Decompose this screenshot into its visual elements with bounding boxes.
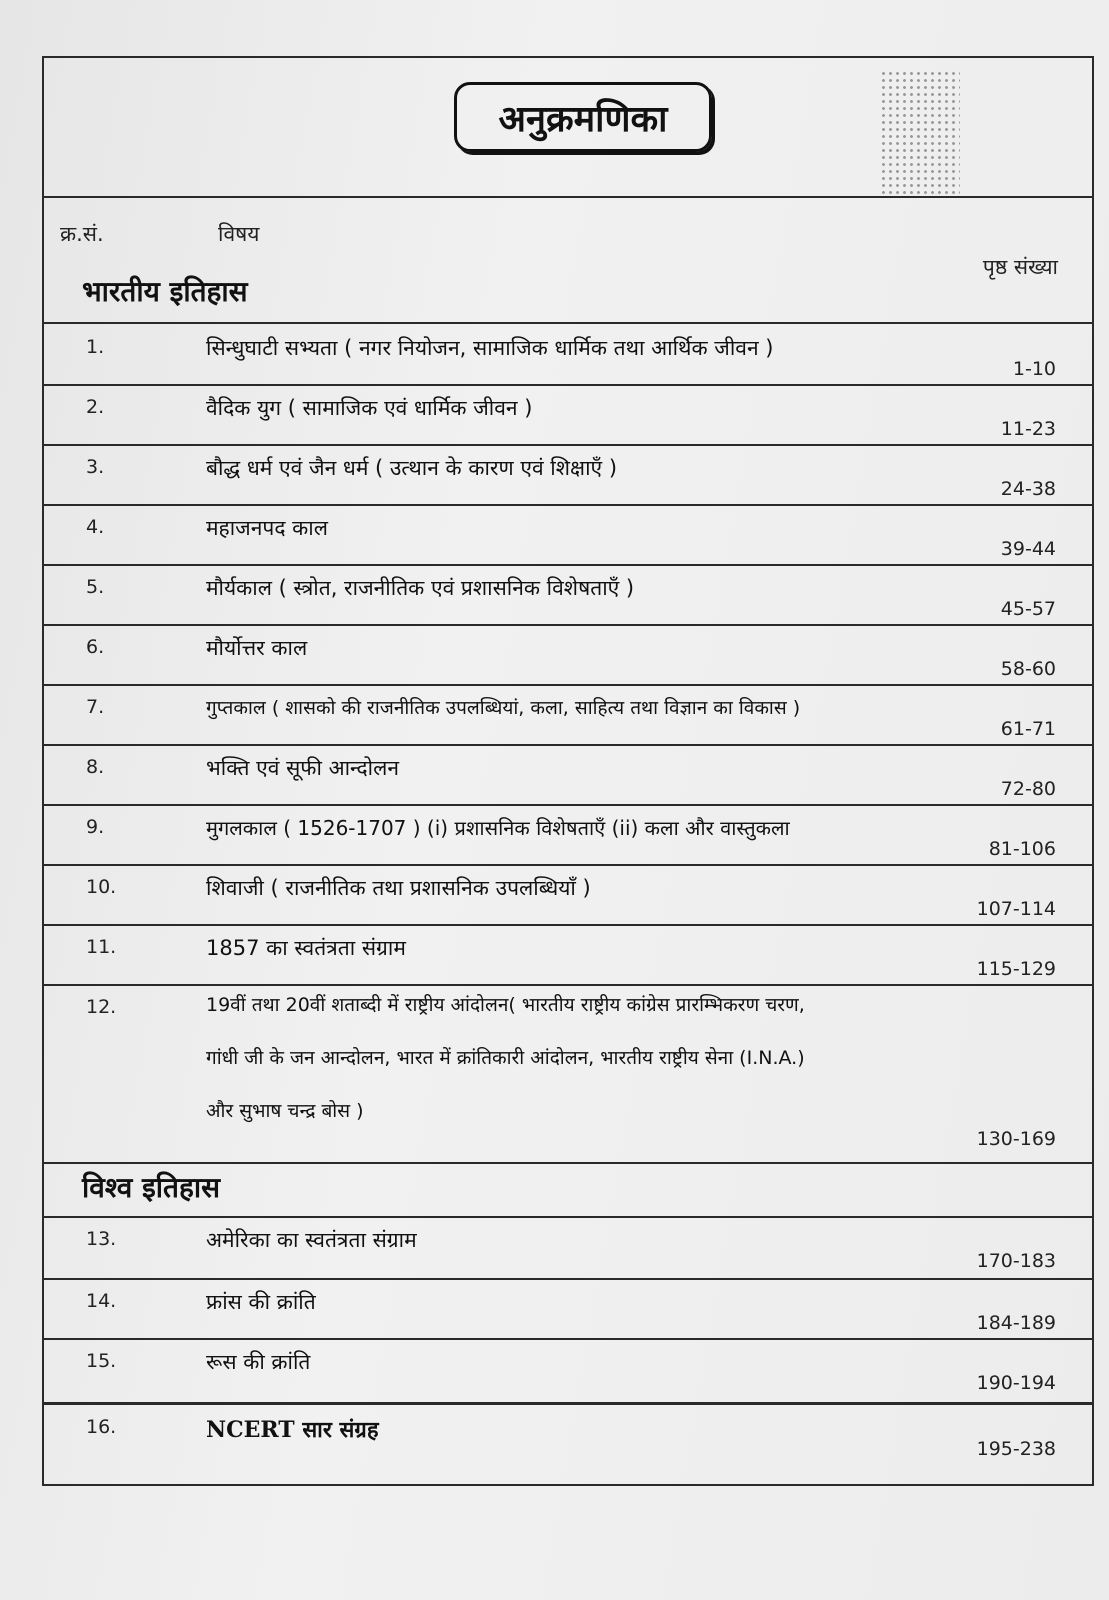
toc-row[interactable] <box>42 626 1094 684</box>
row-topic: भक्ति एवं सूफी आन्दोलन <box>206 756 400 780</box>
toc-row[interactable] <box>42 566 1094 624</box>
row-number: 3. <box>86 456 105 478</box>
toc-row[interactable] <box>42 326 1094 384</box>
toc-row[interactable] <box>42 1406 1094 1472</box>
toc-row[interactable] <box>42 506 1094 564</box>
row-topic: मौर्योत्तर काल <box>206 636 308 660</box>
row-number: 9. <box>86 816 105 838</box>
row-topic: फ्रांस की क्रांति <box>206 1290 316 1314</box>
section-heading-world-history: विश्व इतिहास <box>82 1171 221 1204</box>
row-topic: मुगलकाल ( 1526-1707 ) (i) प्रशासनिक विशेषताएँ (ii) कला और वास्तुकला <box>206 816 790 840</box>
row-pages: 61-71 <box>1000 718 1056 740</box>
row-number: 7. <box>86 696 105 718</box>
row-pages: 1-10 <box>1012 358 1056 380</box>
toc-row[interactable] <box>42 986 1094 1162</box>
row-pages: 170-183 <box>976 1250 1056 1272</box>
row-number: 11. <box>86 936 117 958</box>
row-topic: अमेरिका का स्वतंत्रता संग्राम <box>206 1228 417 1252</box>
row-topic-line: गांधी जी के जन आन्दोलन, भारत में क्रांतिकारी आंदोलन, भारतीय राष्ट्रीय सेना (I.N.A.) <box>206 1047 805 1069</box>
subject-column-header: विषय <box>218 222 260 246</box>
row-pages: 107-114 <box>976 898 1056 920</box>
row-topic: रूस की क्रांति <box>206 1350 311 1374</box>
toc-row[interactable] <box>42 446 1094 504</box>
row-pages: 72-80 <box>1000 778 1056 800</box>
row-pages: 11-23 <box>1000 418 1056 440</box>
row-pages: 195-238 <box>976 1438 1056 1460</box>
toc-row[interactable] <box>42 926 1094 984</box>
row-pages: 184-189 <box>976 1312 1056 1334</box>
row-topic: शिवाजी ( राजनीतिक तथा प्रशासनिक उपलब्धियाँ ) <box>206 876 591 900</box>
row-topic: महाजनपद काल <box>206 516 328 540</box>
row-topic: 1857 का स्वतंत्रता संग्राम <box>206 936 406 960</box>
row-pages: 24-38 <box>1000 478 1056 500</box>
toc-row[interactable] <box>42 1218 1094 1276</box>
row-number: 1. <box>86 336 105 358</box>
toc-row[interactable] <box>42 866 1094 924</box>
row-topic-line: 19वीं तथा 20वीं शताब्दी में राष्ट्रीय आंदोलन( भारतीय राष्ट्रीय कांग्रेस प्रारम्भिकरण चरण, <box>206 994 805 1016</box>
row-topic: NCERT सार संग्रह <box>206 1417 379 1443</box>
row-number: 14. <box>86 1290 117 1312</box>
row-topic: मौर्यकाल ( स्त्रोत, राजनीतिक एवं प्रशासनिक विशेषताएँ ) <box>206 576 635 600</box>
row-number: 5. <box>86 576 105 598</box>
divider <box>42 1402 1094 1405</box>
row-number: 15. <box>86 1350 117 1372</box>
row-topic <box>206 996 805 1121</box>
column-header-row <box>42 198 1094 279</box>
row-topic: गुप्तकाल ( शासको की राजनीतिक उपलब्धियां, कला, साहित्य तथा विज्ञान का विकास ) <box>206 697 801 719</box>
row-pages: 58-60 <box>1000 658 1056 680</box>
row-number: 2. <box>86 396 105 418</box>
toc-row[interactable] <box>42 1280 1094 1338</box>
row-topic: बौद्ध धर्म एवं जैन धर्म ( उत्थान के कारण एवं शिक्षाएँ ) <box>206 456 618 480</box>
row-number: 8. <box>86 756 105 778</box>
row-number: 4. <box>86 516 105 538</box>
serial-column-header: क्र.सं. <box>60 222 104 246</box>
row-topic: वैदिक युग ( सामाजिक एवं धार्मिक जीवन ) <box>206 396 533 420</box>
row-pages: 39-44 <box>1000 538 1056 560</box>
decorative-dot-pattern <box>880 70 960 195</box>
toc-row[interactable] <box>42 746 1094 804</box>
divider <box>42 1162 1094 1164</box>
row-topic: सिन्धुघाटी सभ्यता ( नगर नियोजन, सामाजिक धार्मिक तथा आर्थिक जीवन ) <box>206 336 774 360</box>
toc-row[interactable] <box>42 686 1094 744</box>
page-column-header: पृष्ठ संख्या <box>982 255 1058 279</box>
row-number: 16. <box>86 1416 117 1438</box>
toc-row[interactable] <box>42 806 1094 864</box>
row-topic-line: और सुभाष चन्द्र बोस ) <box>206 1100 364 1122</box>
row-pages: 130-169 <box>976 1128 1056 1150</box>
row-pages: 81-106 <box>988 838 1056 860</box>
row-number: 6. <box>86 636 105 658</box>
section-heading-indian-history: भारतीय इतिहास <box>82 275 248 308</box>
page-title: अनुक्रमणिका <box>454 82 712 152</box>
row-number: 12. <box>86 996 117 1018</box>
row-number: 13. <box>86 1228 117 1250</box>
row-number: 10. <box>86 876 117 898</box>
toc-row[interactable] <box>42 386 1094 444</box>
divider <box>42 322 1094 324</box>
row-pages: 190-194 <box>976 1372 1056 1394</box>
row-pages: 115-129 <box>976 958 1056 980</box>
toc-row[interactable] <box>42 1340 1094 1398</box>
row-pages: 45-57 <box>1000 598 1056 620</box>
